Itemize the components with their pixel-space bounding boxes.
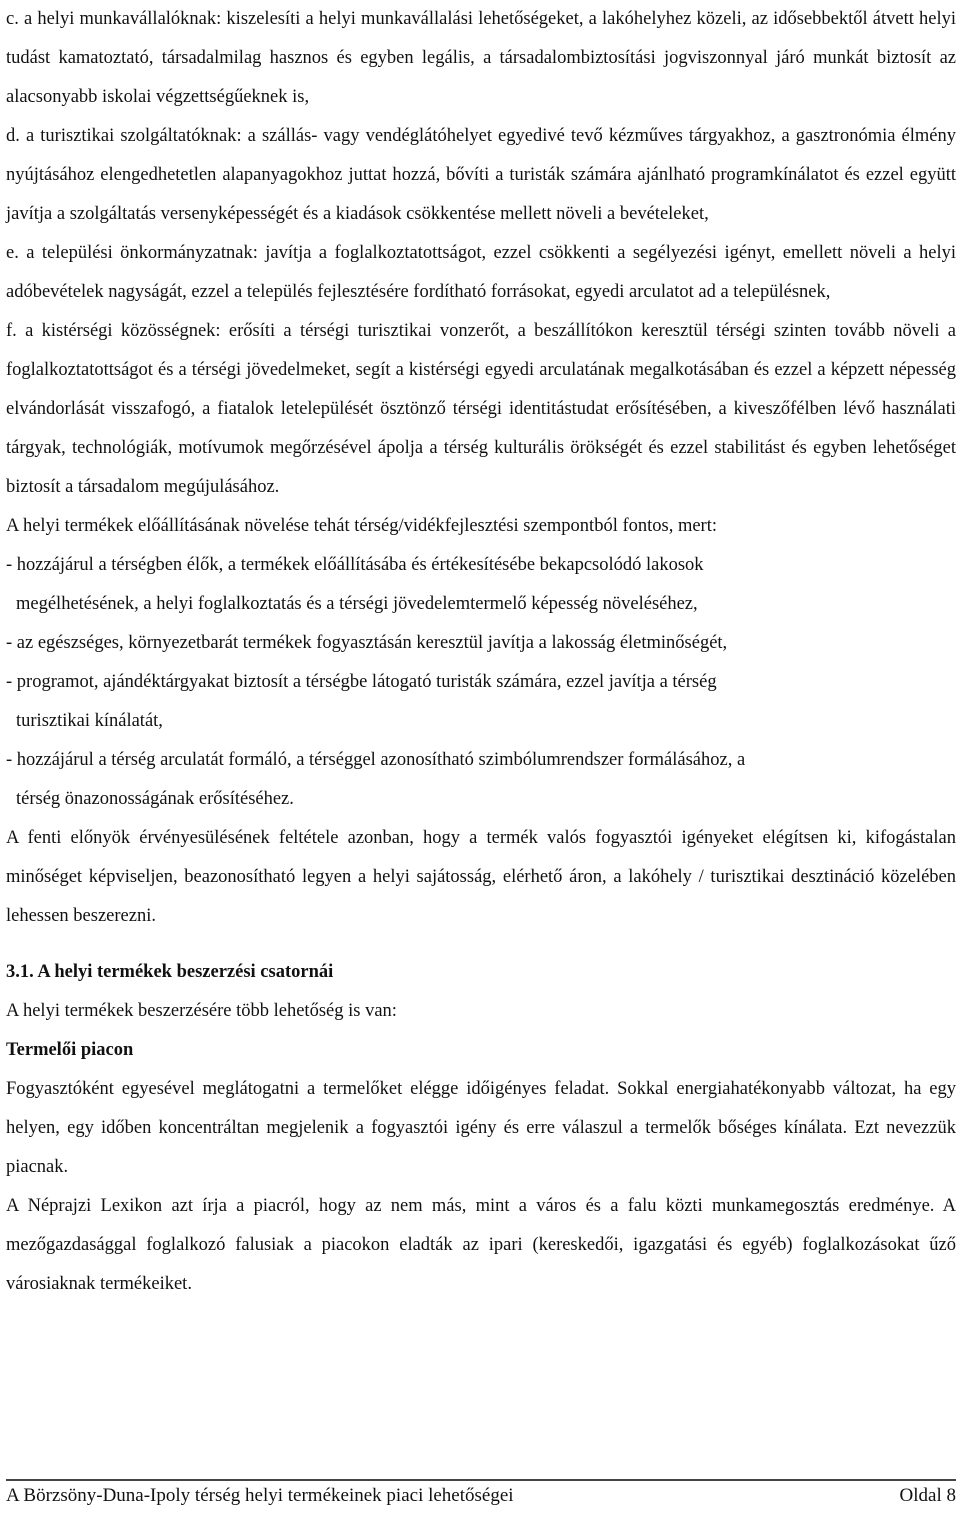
list-item-c: c. a helyi munkavállalóknak: kiszelesíti a helyi munkavállalási lehetőségeket, a lakóhelyhez közeli, az idősebbektől átvett helyi tudást kamatoztató, társadalmilag hasznos és egyben legális, a társadalombiztosítási jogviszonnyal járó munkát biztosít az alacsonyabb iskolai végzettségűeknek is, [6,9,956,107]
list-item-e: e. a települési önkormányzatnak: javítja a foglalkoztatottságot, ezzel csökkenti a segélyezési igényt, emellett növeli a helyi adóbevételek nagyságát, ezzel a település fejlesztésére fordítható forrásokat, egyedi arculatot ad a településnek, [6,243,956,302]
list-item-d: d. a turisztikai szolgáltatóknak: a szállás- vagy vendéglátóhelyet egyedivé tevő kézműves tárgyakhoz, a gasztronómia élmény nyújtásához elengedhetetlen alapanyagokhoz juttat hozzá, bővíti a turisták számára ajánlható programkínálatot és ezzel együtt javítja a szolgáltatás versenyképességét és a kiadások csökkentése mellett növeli a bevételeket, [6,126,956,224]
section-intro: A helyi termékek beszerzésére több lehetőség is van: [6,1001,397,1021]
dash-item-4-first: - hozzájárul a térség arculatát formáló, a térséggel azonosítható szimbólumrendszer formálásához, a [6,750,746,770]
dash-item-2-first: - az egészséges, környezetbarát termékek fogyasztásán keresztül javítja a lakosság életminőségét, [6,633,728,653]
dash-item-3-first: - programot, ajándéktárgyakat biztosít a térségbe látogató turisták számára, ezzel javítja a térség [6,672,717,692]
subheading-termeloi-piacon: Termelői piacon [6,1040,134,1060]
document-page [6,0,956,1515]
dash-item-2 [6,624,956,663]
footer-page-number: Oldal 8 [899,1485,956,1506]
dash-item-3-cont: turisztikai kínálatát, [16,711,163,731]
condition-paragraph: A fenti előnyök érvényesülésének feltétele azonban, hogy a termék valós fogyasztói igényeket elégítsen ki, kifogástalan minőséget képviseljen, beazonosítható legyen a helyi sajátosság, elérhető áron, a lakóhely / turisztikai desztináció közelében lehessen beszerezni. [6,828,956,926]
section-paragraph-1: Fogyasztóként egyesével meglátogatni a termelőket elégge időigényes feladat. Sokkal energiahatékonyabb változat, ha egy helyen, egy időben koncentráltan megjelenik a fogyasztói igény és erre válaszul a termelők bőséges kínálata. Ezt nevezzük piacnak. [6,1079,956,1177]
dash-item-4 [6,741,956,819]
dash-item-1 [6,546,956,624]
intro-sentence: A helyi termékek előállításának növelése tehát térség/vidékfejlesztési szempontból fontos, mert: [6,516,717,536]
footer-title: A Börzsöny-Duna-Ipoly térség helyi termékeinek piaci lehetőségei [6,1485,514,1506]
page-footer [6,1479,956,1511]
list-item-f: f. a kistérségi közösségnek: erősíti a térségi turisztikai vonzerőt, a beszállítókon keresztül térségi szinten tovább növeli a foglalkoztatottságot és a térségi jövedelmeket, segít a kistérségi egyedi arculatának megalkotásában és ezzel a képzett népesség elvándorlását visszafogó, a fiatalok letelepülését ösztönző térségi identitástudat erősítésében, a kiveszőfélben lévő használati tárgyak, technológiák, motívumok megőrzésével ápolja a térség kulturális örökségét és ezzel stabilitást és egyben lehetőséget biztosít a társadalom megújulásához. [6,321,956,497]
dash-item-1-first: - hozzájárul a térségben élők, a termékek előállításába és értékesítésébe bekapcsolódó lakosok [6,555,704,575]
dash-item-4-cont: térség önazonosságának erősítéséhez. [16,789,294,809]
section-paragraph-2: A Néprajzi Lexikon azt írja a piacról, hogy az nem más, mint a város és a falu közti munkamegosztás eredménye. A mezőgazdasággal foglalkozó falusiak a piacokon eladták az ipari (kereskedői, igazgatási és egyéb) foglalkozásokat űző városiaknak termékeiket. [6,1196,956,1294]
dash-item-3 [6,663,956,741]
section-heading: 3.1. A helyi termékek beszerzési csatornái [6,962,334,982]
dash-item-1-cont: megélhetésének, a helyi foglalkoztatás és a térségi jövedelemtermelő képesség növeléséhez, [16,594,698,614]
